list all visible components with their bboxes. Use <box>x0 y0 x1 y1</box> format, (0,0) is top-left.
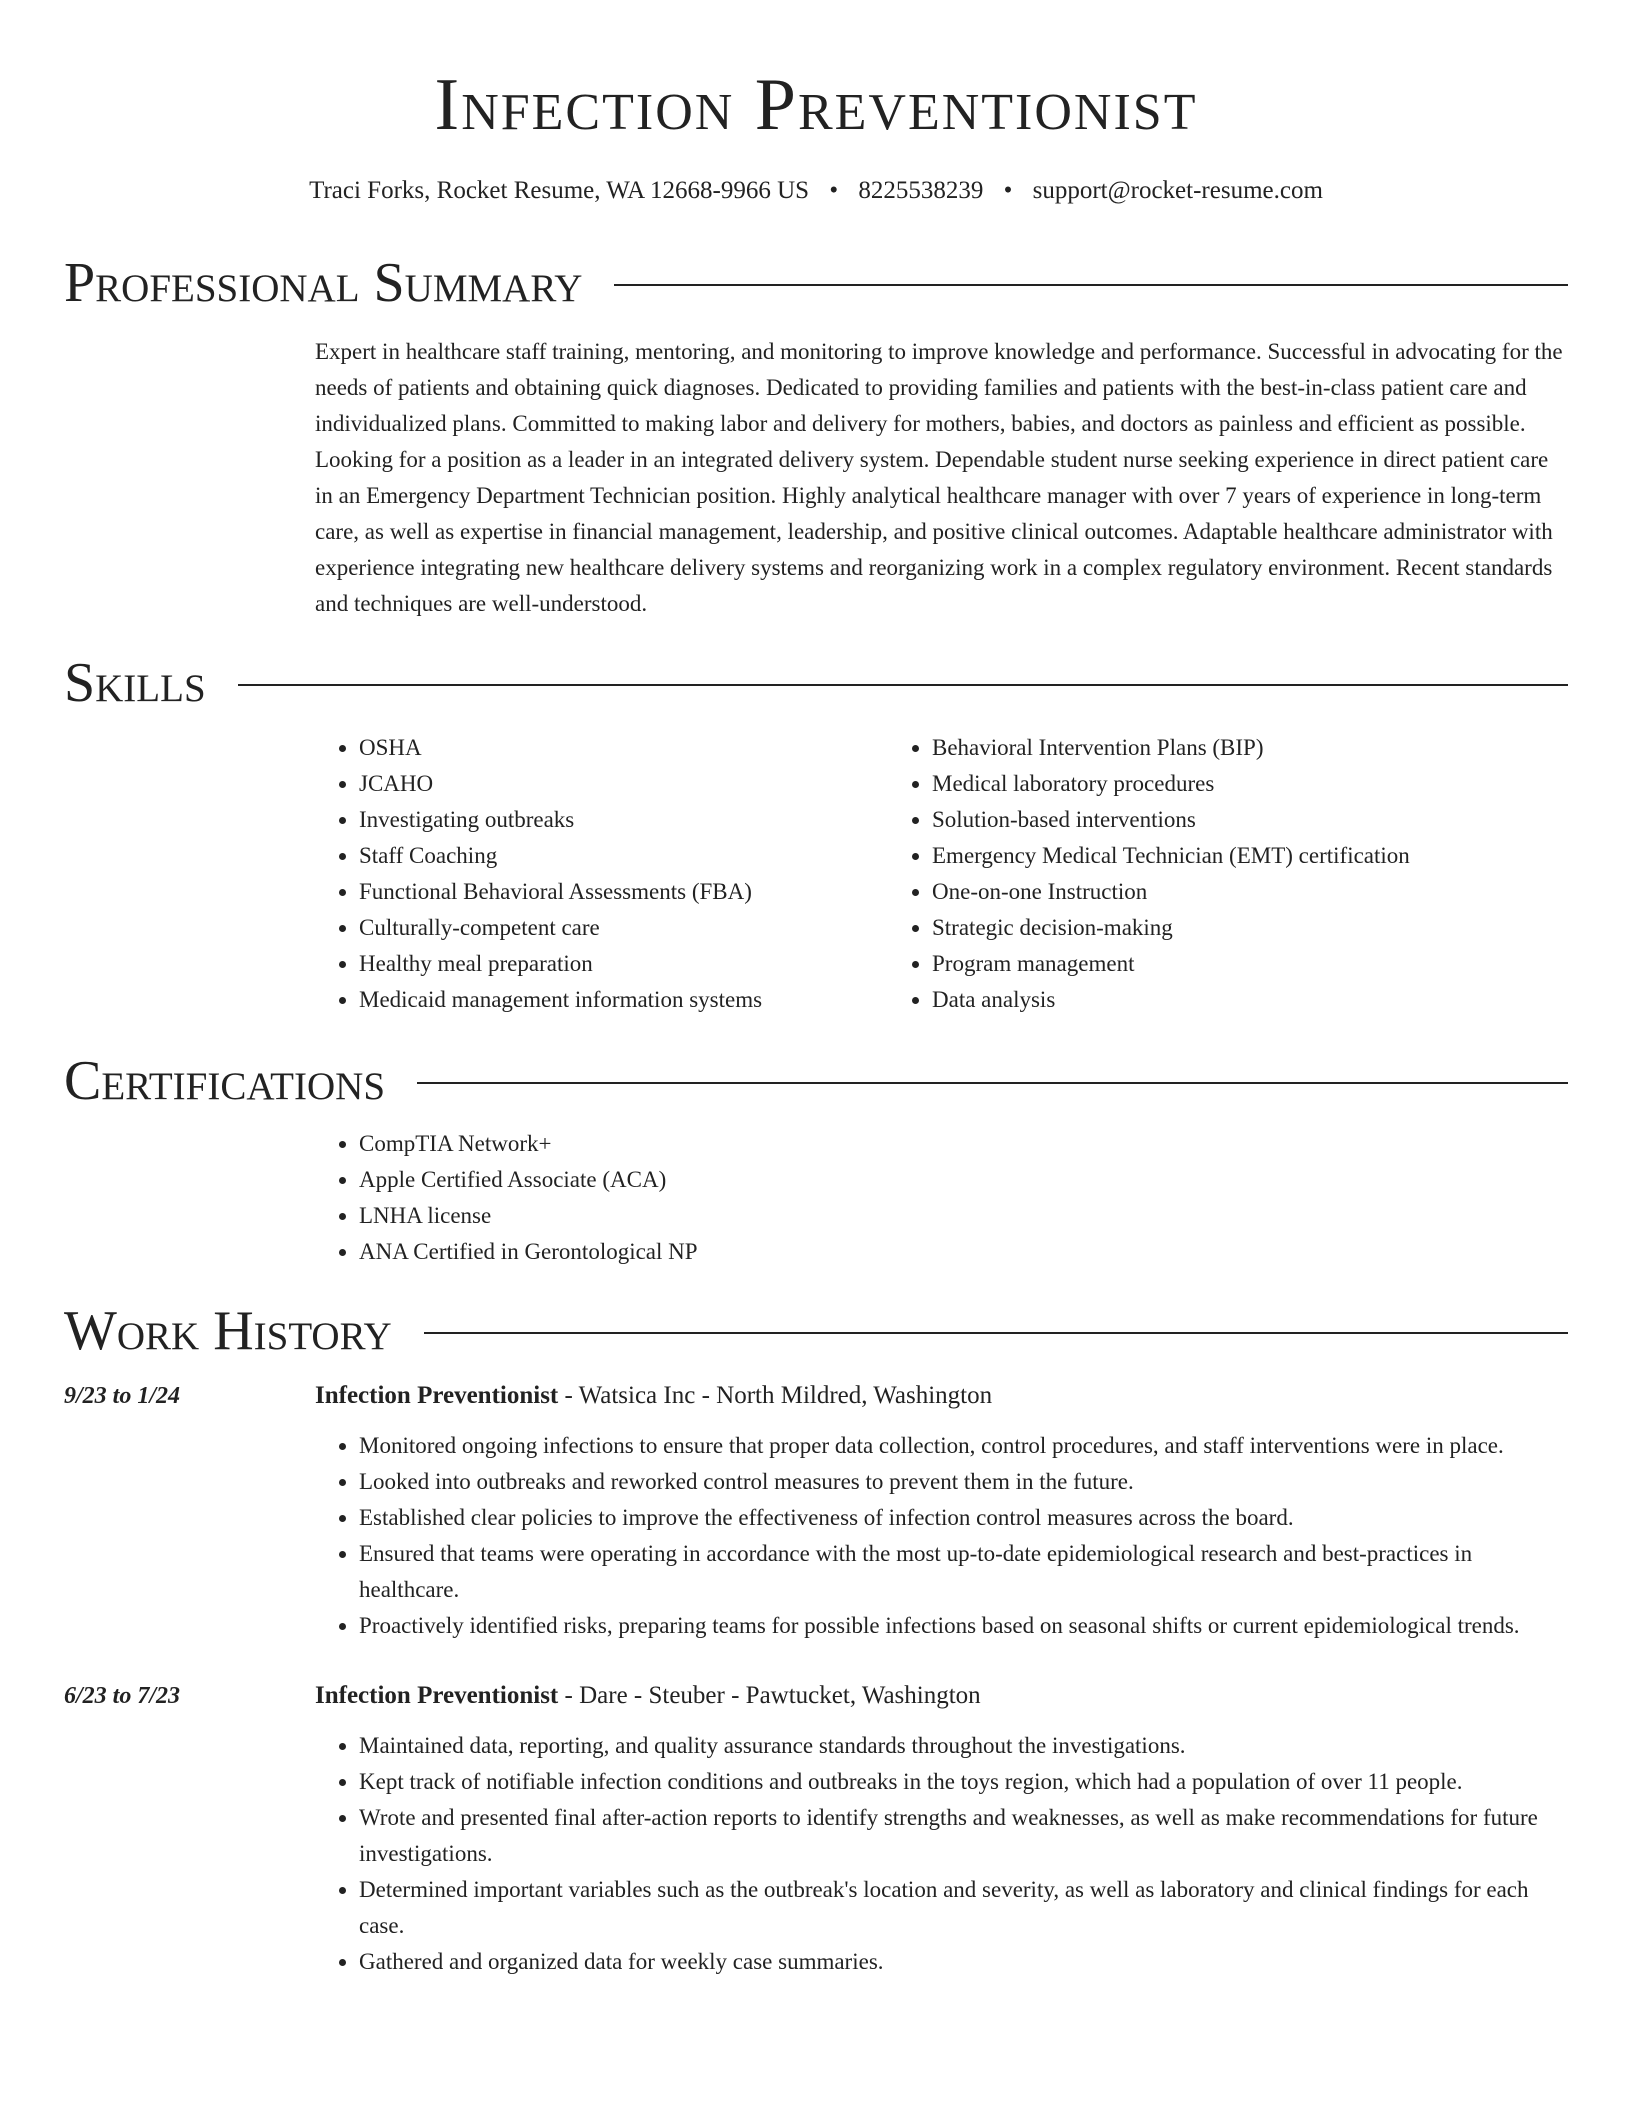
job-employer: - Dare - Steuber - Pawtucket, Washington <box>558 1682 981 1709</box>
skill-item: • OSHA <box>359 730 888 766</box>
job-duties <box>315 1428 1568 1644</box>
summary-text: Expert in healthcare staff training, mentoring, and monitoring to improve knowledge and performance. Successful in advocating for the needs of patients and obtaining quick diagnoses. Dedicated to providing families and patients with the best-in-class patient care and individualized plans. Committed to making labor and delivery for mothers, babies, and doctors as painless and efficient as possible. Looking for a position as a leader in an integrated delivery system. Dependable student nurse seeking experience in direct patient care in an Emergency Department Technician position. Highly analytical healthcare manager with over 7 years of experience in long-term care, as well as expertise in financial management, leadership, and positive clinical outcomes. Adaptable healthcare administrator with experience integrating new healthcare delivery systems and reorganizing work in a complex regulatory environment. Recent standards and techniques are well-understood. <box>315 339 1563 616</box>
resume-page <box>64 0 1568 1980</box>
certifications-divider <box>417 1082 1568 1084</box>
contact-separator: • <box>1003 177 1013 204</box>
job-dates: 6/23 to 7/23 <box>64 1683 181 1709</box>
work-history-heading-text: Work History <box>64 1300 392 1362</box>
skill-item: • Culturally-competent care <box>359 910 888 946</box>
job-content <box>315 1378 1568 1644</box>
job-duties <box>315 1728 1568 1980</box>
job-entry <box>64 1378 1568 1644</box>
contact-address: Traci Forks, Rocket Resume, WA 12668-9966 US <box>309 177 810 204</box>
job-duty: • Kept track of notifiable infection conditions and outbreaks in the toys region, which had a population of over 11 people. <box>359 1764 1568 1800</box>
work-history-divider <box>424 1332 1568 1334</box>
skill-item: • Medical laboratory procedures <box>932 766 1568 802</box>
certifications-heading-text: Certifications <box>64 1050 386 1112</box>
summary-divider <box>614 284 1568 286</box>
skill-item: • Strategic decision-making <box>932 910 1568 946</box>
work-history-heading <box>64 1300 1568 1362</box>
contact-email: support@rocket-resume.com <box>1032 177 1323 204</box>
job-duty: • Proactively identified risks, preparing teams for possible infections based on seasonal shifts or current epidemiological trends. <box>359 1608 1568 1644</box>
skill-item: • Program management <box>932 946 1568 982</box>
contact-line <box>64 174 1568 208</box>
contact-phone: 8225538239 <box>858 177 984 204</box>
job-duty: • Wrote and presented final after-action reports to identify strengths and weaknesses, as well as make recommendations for future investigations. <box>359 1800 1568 1872</box>
job-duty: • Gathered and organized data for weekly case summaries. <box>359 1944 1568 1980</box>
job-content <box>315 1678 1568 1980</box>
skills-heading <box>64 652 1568 714</box>
contact-separator: • <box>829 177 839 204</box>
skills-divider <box>238 684 1568 686</box>
job-dates: 9/23 to 1/24 <box>64 1383 181 1409</box>
skill-item: • Investigating outbreaks <box>359 802 888 838</box>
skill-item: • Emergency Medical Technician (EMT) certification <box>932 838 1568 874</box>
job-title-line <box>315 1678 1568 1714</box>
skill-item: • Healthy meal preparation <box>359 946 888 982</box>
certifications-list <box>315 1126 1568 1270</box>
skills-list-right <box>888 730 1568 1018</box>
certification-item: • CompTIA Network+ <box>359 1126 1568 1162</box>
skill-item: • Solution-based interventions <box>932 802 1568 838</box>
job-entry <box>64 1678 1568 1980</box>
job-duty: • Established clear policies to improve the effectiveness of infection control measures across the board. <box>359 1500 1568 1536</box>
certifications-block <box>315 1126 1568 1270</box>
job-employer: - Watsica Inc - North Mildred, Washington <box>558 1382 993 1409</box>
job-duty: • Ensured that teams were operating in accordance with the most up-to-date epidemiological research and best-practices in healthcare. <box>359 1536 1568 1608</box>
job-duty: • Monitored ongoing infections to ensure that proper data collection, control procedures, and staff interventions were in place. <box>359 1428 1568 1464</box>
skills-heading-text: Skills <box>64 652 206 714</box>
certification-item: • LNHA license <box>359 1198 1568 1234</box>
job-duty: • Maintained data, reporting, and quality assurance standards throughout the investigations. <box>359 1728 1568 1764</box>
certifications-heading <box>64 1050 1568 1112</box>
skills-columns <box>315 730 1568 1018</box>
skill-item: • Behavioral Intervention Plans (BIP) <box>932 730 1568 766</box>
skill-item: • JCAHO <box>359 766 888 802</box>
summary-heading-text: Professional Summary <box>64 252 583 314</box>
certification-item: • Apple Certified Associate (ACA) <box>359 1162 1568 1198</box>
job-duty: • Determined important variables such as the outbreak's location and severity, as well as laboratory and clinical findings for each case. <box>359 1872 1568 1944</box>
skill-item: • Functional Behavioral Assessments (FBA) <box>359 874 888 910</box>
job-duty: • Looked into outbreaks and reworked control measures to prevent them in the future. <box>359 1464 1568 1500</box>
candidate-title: Infection Preventionist <box>434 64 1198 146</box>
skill-item: • Staff Coaching <box>359 838 888 874</box>
skill-item: • Medicaid management information systems <box>359 982 888 1018</box>
certification-item: • ANA Certified in Gerontological NP <box>359 1234 1568 1270</box>
skill-item: • Data analysis <box>932 982 1568 1018</box>
skills-list-left <box>315 730 888 1018</box>
job-title: Infection Preventionist <box>315 1382 559 1409</box>
job-title: Infection Preventionist <box>315 1682 559 1709</box>
skill-item: • One-on-one Instruction <box>932 874 1568 910</box>
job-title-line <box>315 1378 1568 1414</box>
summary-heading <box>64 252 1568 314</box>
